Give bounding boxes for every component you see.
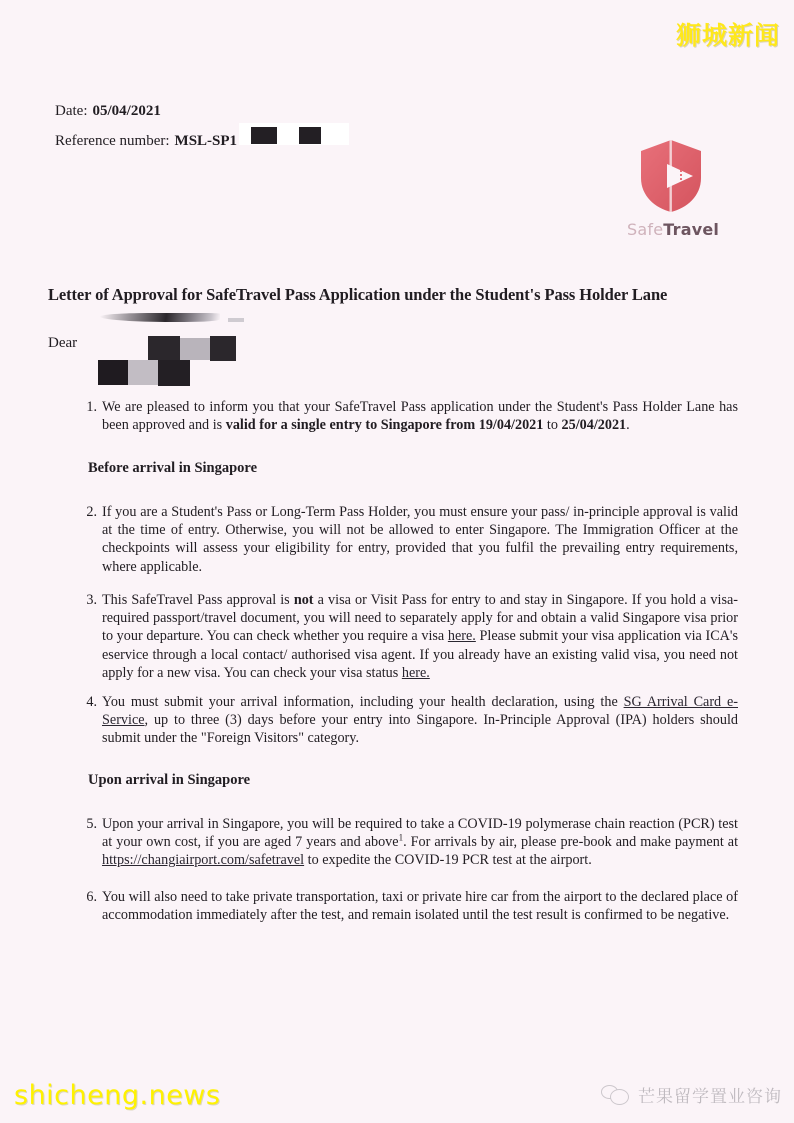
list-item [78,591,738,682]
plain-text: . [626,417,630,434]
list-item [78,888,738,924]
bold-text: valid for a single entry to Singapore from 19/04/2021 [225,417,544,434]
redaction-smear-top [100,313,220,322]
plain-text: to [543,417,562,434]
plain-text: . For arrivals by air, please pre-book and make payment at [403,834,739,851]
section-heading-before: Before arrival in Singapore [88,460,258,476]
greeting-label: Dear [48,335,78,351]
watermark-bottom-right-label: 芒果留学置业咨询 [638,1087,782,1107]
logo-text-travel: Travel [663,220,720,239]
safetravel-logo [627,138,720,239]
plain-text: If you are a Student's Pass or Long-Term Pass Holder, you must ensure your pass/ in-principle approval is valid at the time of entry. Otherwise, you will not be allowed to enter Singapore. The Immigration Officer at the checkpoints will assess your eligibility for entry, provided that you fulfil the prevailing entry requirements, where applicable. [102,504,738,575]
logo-text-safe: Safe [627,220,664,239]
list-item [78,815,738,870]
item-text [102,503,738,576]
date-value: 05/04/2021 [92,103,161,119]
document-meta [55,99,349,153]
item-number: 5. [86,816,97,832]
reference-redaction [239,123,349,145]
item-number: 1. [86,399,97,415]
date-row [55,99,349,123]
item-number: 2. [86,504,97,520]
item-text [102,693,738,748]
wechat-icon [601,1083,629,1107]
watermark-bottom-right [601,1082,782,1107]
bold-text: not [293,592,314,608]
hyperlink[interactable]: SG Arrival Card e-Service [102,694,738,729]
safetravel-shield-icon [637,138,705,214]
item-text [102,398,738,434]
bold-text: 25/04/2021 [561,417,627,434]
item-number: 3. [86,592,97,608]
list-item [78,398,738,434]
hyperlink[interactable]: here. [447,628,476,645]
item-text [102,815,738,870]
page-title: Letter of Approval for SafeTravel Pass Application under the Student's Pass Holder Lane [48,285,668,304]
plain-text: , up to three (3) days before your entry into Singapore. In-Principle Approval (IPA) holders should submit under the "Foreign Visitors" category. [102,712,738,747]
reference-value: MSL-SP1 [174,133,238,149]
item-text [102,888,738,924]
plain-text: a visa or Visit Pass for entry to and stay in Singapore. If you hold a visa-required passport/travel document, you will need to separately apply for and obtain a valid Singapore visa prior to your departure. You can check whether you require a visa [102,592,738,645]
plain-text: We are pleased to inform you that your SafeTravel Pass application under the Student's Pass Holder Lane has been approved and is [102,399,738,434]
list-item [78,503,738,576]
item-text [102,591,738,682]
recipient-name-redaction [88,336,216,378]
plain-text: to expedite the COVID-19 PCR test at the airport. [304,852,592,869]
date-label: Date: [55,103,88,119]
list-item [78,693,738,748]
reference-label: Reference number: [55,133,170,149]
footnote-marker: 1 [398,832,404,843]
hyperlink[interactable]: here. [401,664,430,681]
watermark-top-right: 狮城新闻 [675,21,780,50]
hyperlink[interactable]: https://changiairport.com/safetravel [102,852,305,869]
plain-text: This SafeTravel Pass approval is [102,592,294,608]
reference-row [55,123,349,153]
watermark-bottom-left: shicheng.news [14,1080,221,1111]
plain-text: You must submit your arrival information, including your health declaration, using the [102,694,624,710]
safetravel-logo-text [627,220,720,239]
section-heading-upon: Upon arrival in Singapore [88,772,251,788]
plain-text: Please submit your visa application via ICA's eservice through a local contact/ authorised visa agent. If you already have an existing valid visa, you need not apply for a new visa. You can check your visa status [102,628,739,681]
item-number: 4. [86,694,97,710]
item-number: 6. [86,889,97,905]
plain-text: Upon your arrival in Singapore, you will be required to take a COVID-19 polymerase chain reaction (PCR) test at your own cost, if you are aged 7 years and above [102,816,738,851]
plain-text: You will also need to take private transportation, taxi or private hire car from the airport to the declared place of accommodation immediately after the test, and remain isolated until the test result is confirmed to be negative. [102,889,738,924]
redaction-smear-small [228,318,244,322]
